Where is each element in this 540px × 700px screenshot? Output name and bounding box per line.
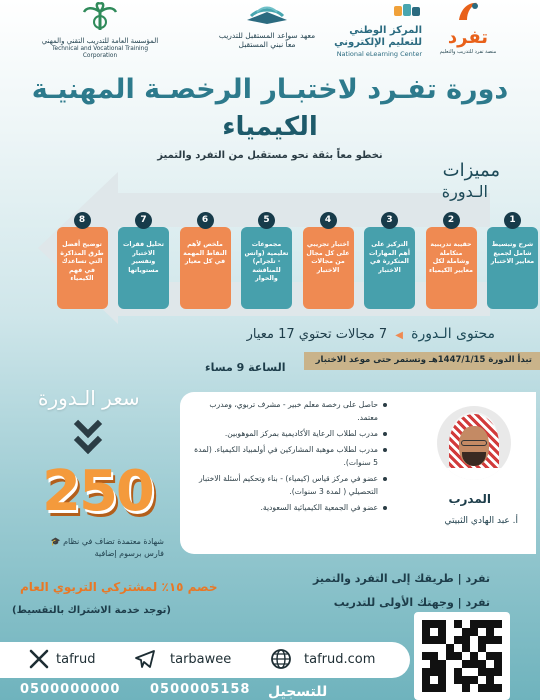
installment-note: (توجد خدمة الاشتراك بالتقسيط) [12,605,171,616]
course-title: دورة تفـرد لاختبـار الرخصـة المهنيـة [31,74,509,105]
globe-icon [270,648,292,670]
trainer-name: أ. عبد الهادي الثبيتي [444,516,518,526]
sawaed-name: معهد سواعد المستقبل للتدريب [218,30,316,40]
trainer-bio-list [188,398,388,517]
elearning-name-line2: للتعليم الإلكتروني [334,37,422,49]
x-twitter-icon [28,648,50,670]
elearning-name-en: National eLearning Center [336,49,422,58]
social-bar [0,642,410,678]
feature-card: حقيبة تدريبية متكاملة وشاملة لكل معايير الكيمياء [426,227,477,309]
content-label: محتوى الـدورة [411,326,495,342]
certificate-line2: فارس برسوم إضافية [94,549,164,558]
elearning-name-line1: المركز الوطني [349,24,422,36]
tafrud-logo-icon [455,0,481,22]
trainer-bio-item: عضو في مركز قياس (كيمياء) - بناء وتحكيم أسئلة الاختبار التحصيلي ( لمدة 3 سنوات). [188,472,388,498]
qr-code-pattern [422,620,502,692]
telegram-icon [134,648,156,670]
features-title-line2: الـدورة [441,181,488,201]
slogan-2: تفرد | وجهتك الأولى للتدريب [333,596,490,609]
course-tagline: نخطو معاً بثقة نحو مستقبل من التفرد والتميز [157,150,383,161]
feature-number: 7 [135,212,152,229]
tafrud-logo-sub: منصة تفرد للتدريب والتعليم [439,49,497,56]
session-time: الساعة 9 مساء [205,361,286,374]
national-elearning-logo [322,2,422,58]
feature-card: توضيح أفضل طرق المذاكرة التي تساعدك في فهم الكيمياء [57,227,108,309]
feature-number: 1 [504,212,521,229]
sawaed-logo [212,2,322,50]
trainer-role: المدرب [448,492,491,506]
features-title-line1: مميزات [442,160,500,181]
course-content-row [247,326,495,342]
qr-code[interactable] [414,612,510,700]
trainer-bio-item: مدرب لطلاب الرعاية الأكاديمية بمركز الموهوبين. [188,427,388,440]
elearning-logo-icon [392,2,422,20]
feature-card: شرح وتبسيط شامل لجميع معايير الاختبار [487,227,538,309]
certificate-note [14,536,164,560]
trainer-bio-item: عضو في الجمعية الكيميائية السعودية. [188,501,388,514]
start-date-strip: تبدأ الدورة 1447/1/15هـ وتستمر حتى موعد الاختبار [304,352,540,370]
slogan-1: تفرد | طريقك إلى التفرد والتميز [313,572,490,585]
register-label[interactable]: للتسجيل [268,684,328,700]
sawaed-motto: معاً نبني المستقبل [238,40,296,50]
tvtc-name-ar: المؤسسة العامة للتدريب التقني والمهني [41,36,159,45]
trainer-bio-item: حاصل على رخصة معلم خبير - مشرف تربوي، ومدرب معتمد. [188,398,388,424]
feature-number: 2 [443,212,460,229]
feature-number: 6 [197,212,214,229]
book-icon [245,2,289,26]
website-link[interactable]: tafrud.com [304,652,376,667]
tafrud-logo-word: تفرد [447,26,489,48]
feature-card: ملخص لأهم النقاط المهمة في كل معيار [180,227,231,309]
feature-card: تحليل فقرات الاختبار وتفسير مستوياتها [118,227,169,309]
feature-card: مجموعات تعليمية (واتس - تلجرام) للمناقشة والحوار [241,227,292,309]
feature-number: 4 [320,212,337,229]
course-subject: الكيمياء [222,112,318,142]
chevron-down-icon [74,426,102,454]
tvtc-logo [40,2,160,60]
phone-2[interactable]: 0500005158 [150,682,251,697]
price-amount: 250 [42,459,153,524]
feature-card: اختبار تجريبي على كل مجال من مجالات الاختبار [303,227,354,309]
certificate-line1: 🎓 شهادة معتمدة تضاف في نظام [50,537,164,546]
triangle-icon: ◀ [395,330,403,341]
price-title: سعر الـدورة [38,386,140,410]
tvtc-name-en: Technical and Vocational Training Corporation [52,45,148,59]
graduation-cap-icon: 🎓 [50,537,61,546]
trainer-photo [437,406,511,480]
discount-text: خصم ١٥٪ لمشتركي التربوي العام [20,580,218,594]
trainer-card [180,392,536,554]
feature-number: 8 [74,212,91,229]
feature-card: التركيز على أهم المهارات المتكررة في الاختبار [364,227,415,309]
feature-number: 5 [258,212,275,229]
palm-emblem-icon [80,2,120,32]
tafrud-logo [438,0,498,56]
features-title [410,160,500,201]
content-value: 7 مجالات تحتوي 17 معيار [246,327,388,342]
feature-number: 3 [381,212,398,229]
phone-1[interactable]: 0500000000 [20,682,121,697]
x-handle-link[interactable]: tafrud [56,652,96,667]
telegram-handle-link[interactable]: tarbawee [170,652,232,667]
trainer-bio-item: مدرب لطلاب موهبة المشاركين في أولمبياد الكيمياء. (لمدة 5 سنوات). [188,443,388,469]
